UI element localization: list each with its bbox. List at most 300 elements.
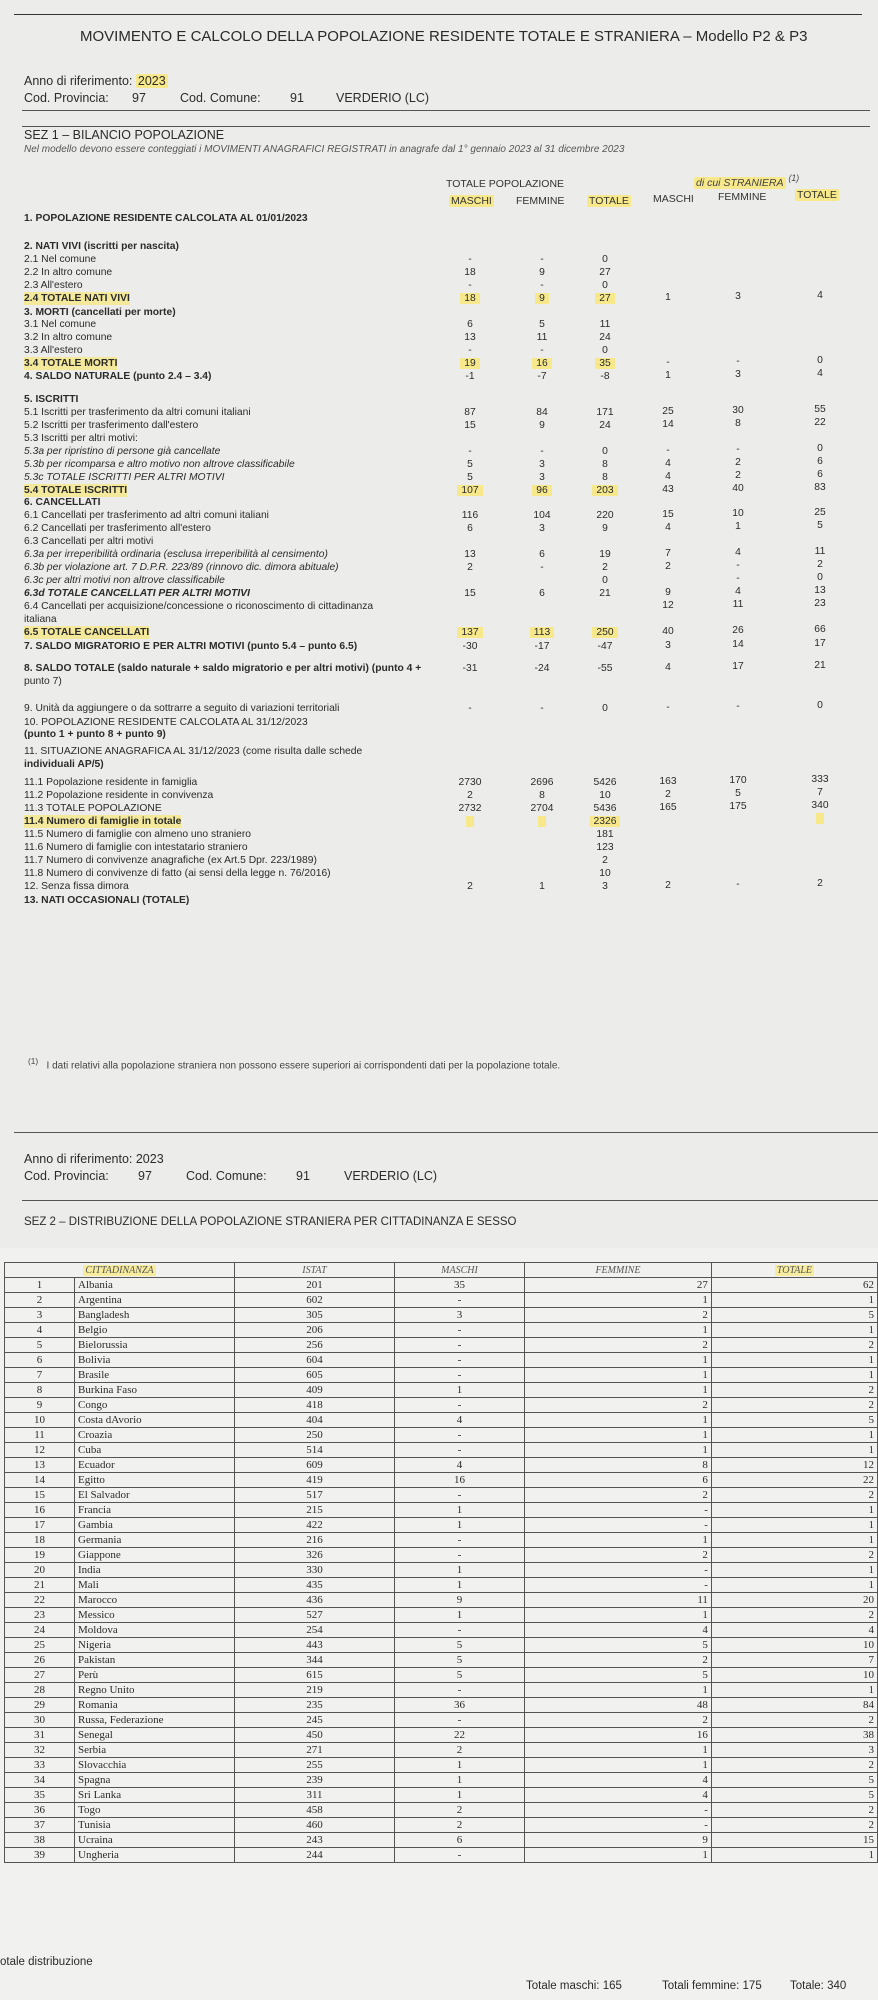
row-value: 87 bbox=[464, 407, 476, 418]
femmine-value: 27 bbox=[525, 1278, 712, 1293]
femmine-value: 16 bbox=[525, 1728, 712, 1743]
row-value: 137 bbox=[440, 626, 500, 639]
istat-code: 255 bbox=[235, 1758, 395, 1773]
table-row bbox=[5, 1623, 878, 1638]
femmine-value: - bbox=[525, 1578, 712, 1593]
row-label: 7. SALDO MIGRATORIO E PER ALTRI MOTIVI (punto 5.4 – punto 6.5) bbox=[24, 641, 358, 652]
row-label: 12. Senza fissa dimora bbox=[24, 881, 129, 892]
row-value: 2 bbox=[735, 470, 741, 481]
country-name: Ecuador bbox=[75, 1458, 235, 1473]
table-row bbox=[5, 1323, 878, 1338]
maschi-value: 3 bbox=[395, 1308, 525, 1323]
totale-value: 15 bbox=[711, 1833, 877, 1848]
country-name: Ungheria bbox=[75, 1848, 235, 1863]
bilancio-row bbox=[0, 815, 878, 828]
femmine-value: 1 bbox=[525, 1323, 712, 1338]
row-value: 6 bbox=[817, 456, 823, 467]
comune-value: 91 bbox=[290, 91, 304, 105]
row-value: 96 bbox=[512, 484, 572, 497]
table-row bbox=[5, 1413, 878, 1428]
row-value: 21 bbox=[599, 588, 611, 599]
row-value: -17 bbox=[534, 641, 550, 652]
rule bbox=[22, 1200, 878, 1201]
row-number: 25 bbox=[5, 1638, 75, 1653]
row-value: 5 bbox=[467, 459, 473, 470]
row-value: 8 bbox=[735, 418, 741, 429]
maschi-value: 1 bbox=[395, 1578, 525, 1593]
row-value: 1 bbox=[539, 881, 545, 892]
row-number: 37 bbox=[5, 1818, 75, 1833]
row-value: 23 bbox=[814, 598, 826, 609]
row-number: 2 bbox=[5, 1293, 75, 1308]
row-number: 34 bbox=[5, 1773, 75, 1788]
row-value: 9 bbox=[539, 420, 545, 431]
istat-code: 419 bbox=[235, 1473, 395, 1488]
totale-value: 20 bbox=[711, 1593, 877, 1608]
row-number: 36 bbox=[5, 1803, 75, 1818]
row-label: 11.8 Numero di convivenze di fatto (ai sensi della legge n. 76/2016) bbox=[24, 868, 331, 879]
row-value: 163 bbox=[659, 776, 677, 787]
row-value: 3 bbox=[539, 459, 545, 470]
row-number: 27 bbox=[5, 1668, 75, 1683]
row-value: 4 bbox=[665, 522, 671, 533]
femmine-value: 1 bbox=[525, 1443, 712, 1458]
maschi-value: 5 bbox=[395, 1638, 525, 1653]
istat-code: 216 bbox=[235, 1533, 395, 1548]
bilancio-row bbox=[0, 728, 878, 741]
maschi-value: - bbox=[395, 1293, 525, 1308]
row-value: 2696 bbox=[530, 777, 554, 788]
femmine-value: 11 bbox=[525, 1593, 712, 1608]
row-value: 5436 bbox=[593, 803, 617, 814]
totale-value: 2 bbox=[711, 1608, 877, 1623]
bilancio-row bbox=[0, 702, 878, 715]
row-value: - bbox=[736, 879, 740, 890]
istat-code: 243 bbox=[235, 1833, 395, 1848]
maschi-value: 1 bbox=[395, 1608, 525, 1623]
femmine-value: 1 bbox=[525, 1368, 712, 1383]
table-row bbox=[5, 1278, 878, 1293]
row-value: 14 bbox=[732, 639, 744, 650]
totale-value: 2 bbox=[711, 1383, 877, 1398]
row-label: 3. MORTI (cancellati per morte) bbox=[24, 307, 176, 318]
row-value: 19 bbox=[599, 549, 611, 560]
bilancio-row bbox=[0, 802, 878, 815]
country-name: Congo bbox=[75, 1398, 235, 1413]
row-number: 10 bbox=[5, 1413, 75, 1428]
row-value: -30 bbox=[462, 641, 478, 652]
row-number: 3 bbox=[5, 1308, 75, 1323]
row-value: 15 bbox=[464, 420, 476, 431]
section-1-note: Nel modello devono essere conteggiati i MOVIMENTI ANAGRAFICI REGISTRATI in anagrafe dal 1° gennaio 2023 al 31 dicembre 2023 bbox=[24, 144, 625, 155]
row-value: 11 bbox=[536, 332, 548, 343]
maschi-value: 16 bbox=[395, 1473, 525, 1488]
row-label: 6.3a per irreperibilità ordinaria (esclusa irreperibilità al censimento) bbox=[24, 549, 328, 560]
maschi-value: - bbox=[395, 1848, 525, 1863]
row-value: 4 bbox=[665, 471, 671, 482]
totale-value: 1 bbox=[711, 1428, 877, 1443]
country-name: Brasile bbox=[75, 1368, 235, 1383]
row-value: 0 bbox=[817, 443, 823, 454]
maschi-value: - bbox=[395, 1533, 525, 1548]
row-number: 6 bbox=[5, 1353, 75, 1368]
row-value: -24 bbox=[534, 663, 550, 674]
row-value: 2704 bbox=[530, 803, 554, 814]
row-value: 8 bbox=[602, 472, 608, 483]
row-value: -55 bbox=[597, 663, 613, 674]
row-value: 26 bbox=[732, 625, 744, 636]
totale-value: 38 bbox=[711, 1728, 877, 1743]
bilancio-row bbox=[0, 331, 878, 344]
istat-code: 235 bbox=[235, 1698, 395, 1713]
row-value: 0 bbox=[602, 345, 608, 356]
row-value: 175 bbox=[729, 801, 747, 812]
country-name: El Salvador bbox=[75, 1488, 235, 1503]
istat-code: 271 bbox=[235, 1743, 395, 1758]
row-value: - bbox=[736, 444, 740, 455]
col-femmine-straniera: FEMMINE bbox=[718, 191, 767, 203]
row-value: 18 bbox=[464, 267, 476, 278]
row-label: 11.2 Popolazione residente in convivenza bbox=[24, 790, 214, 801]
comune-label: Cod. Comune: bbox=[180, 91, 261, 105]
bilancio-row bbox=[0, 894, 878, 907]
country-name: Bangladesh bbox=[75, 1308, 235, 1323]
country-name: Pakistan bbox=[75, 1653, 235, 1668]
maschi-value: 1 bbox=[395, 1383, 525, 1398]
row-number: 20 bbox=[5, 1563, 75, 1578]
maschi-value: - bbox=[395, 1683, 525, 1698]
totale-value: 2 bbox=[711, 1548, 877, 1563]
provincia-label: Cod. Provincia: bbox=[24, 91, 109, 105]
totale-value: 1 bbox=[711, 1533, 877, 1548]
istat-code: 615 bbox=[235, 1668, 395, 1683]
femmine-value: - bbox=[525, 1518, 712, 1533]
femmine-value: 4 bbox=[525, 1788, 712, 1803]
comune-name: VERDERIO (LC) bbox=[336, 91, 430, 105]
row-label: 5. ISCRITTI bbox=[24, 394, 79, 405]
row-value: 2732 bbox=[458, 803, 482, 814]
row-label: 6.5 TOTALE CANCELLATI bbox=[24, 627, 150, 638]
row-value: 1 bbox=[665, 292, 671, 303]
istat-code: 602 bbox=[235, 1293, 395, 1308]
istat-code: 305 bbox=[235, 1308, 395, 1323]
row-value: 13 bbox=[814, 585, 826, 596]
row-label: 5.3b per ricomparsa e altro motivo non altrove classificabile bbox=[24, 459, 295, 470]
row-value: 3 bbox=[735, 291, 741, 302]
row-label: 5.3 Iscritti per altri motivi: bbox=[24, 433, 138, 444]
row-value: 4 bbox=[817, 290, 823, 301]
row-value: 25 bbox=[814, 507, 826, 518]
row-number: 17 bbox=[5, 1518, 75, 1533]
femmine-value: 1 bbox=[525, 1608, 712, 1623]
col-maschi: MASCHI bbox=[451, 195, 492, 207]
totale-value: 22 bbox=[711, 1473, 877, 1488]
bilancio-row bbox=[0, 600, 878, 613]
row-value: 2 bbox=[817, 878, 823, 889]
row-value: 10 bbox=[599, 790, 611, 801]
country-name: Argentina bbox=[75, 1293, 235, 1308]
country-name: Albania bbox=[75, 1278, 235, 1293]
row-value: 2 bbox=[467, 562, 473, 573]
row-value: 55 bbox=[814, 404, 826, 415]
table-row bbox=[5, 1518, 878, 1533]
row-value: 10 bbox=[599, 868, 611, 879]
row-value: 0 bbox=[602, 280, 608, 291]
table-row bbox=[5, 1353, 878, 1368]
row-value: 0 bbox=[602, 254, 608, 265]
row-label: 5.4 TOTALE ISCRITTI bbox=[24, 485, 128, 496]
istat-code: 404 bbox=[235, 1413, 395, 1428]
section-2-title: SEZ 2 – DISTRIBUZIONE DELLA POPOLAZIONE STRANIERA PER CITTADINANZA E SESSO bbox=[24, 1216, 517, 1228]
row-label: (punto 1 + punto 8 + punto 9) bbox=[24, 729, 166, 740]
row-value: 0 bbox=[602, 446, 608, 457]
comune-value-2: 91 bbox=[296, 1169, 310, 1183]
row-value: 16 bbox=[512, 357, 572, 370]
femmine-value: - bbox=[525, 1563, 712, 1578]
row-value: 35 bbox=[575, 357, 635, 370]
row-number: 13 bbox=[5, 1458, 75, 1473]
row-number: 12 bbox=[5, 1443, 75, 1458]
row-value: 9 bbox=[602, 523, 608, 534]
istat-code: 344 bbox=[235, 1653, 395, 1668]
table-row bbox=[5, 1713, 878, 1728]
bilancio-row bbox=[0, 745, 878, 758]
table-row bbox=[5, 1593, 878, 1608]
istat-code: 517 bbox=[235, 1488, 395, 1503]
maschi-value: 35 bbox=[395, 1278, 525, 1293]
istat-code: 514 bbox=[235, 1443, 395, 1458]
istat-code: 450 bbox=[235, 1728, 395, 1743]
totale-value: 2 bbox=[711, 1818, 877, 1833]
row-number: 15 bbox=[5, 1488, 75, 1503]
row-number: 5 bbox=[5, 1338, 75, 1353]
totale-value: 1 bbox=[711, 1443, 877, 1458]
row-label: 6.3b per violazione art. 7 D.P.R. 223/89 (rinnovo dic. dimora abituale) bbox=[24, 562, 339, 573]
row-label: 3.3 All'estero bbox=[24, 345, 83, 356]
femmine-value: 2 bbox=[525, 1488, 712, 1503]
row-value: 250 bbox=[575, 626, 635, 639]
country-name: Romania bbox=[75, 1698, 235, 1713]
row-value: 8 bbox=[539, 790, 545, 801]
table-row bbox=[5, 1683, 878, 1698]
totale-distribuzione-label: otale distribuzione bbox=[0, 1956, 93, 1968]
country-name: Tunisia bbox=[75, 1818, 235, 1833]
row-value: - bbox=[468, 446, 472, 457]
maschi-value: 1 bbox=[395, 1563, 525, 1578]
row-value: 9 bbox=[665, 587, 671, 598]
row-value: - bbox=[468, 280, 472, 291]
femmine-value: 1 bbox=[525, 1293, 712, 1308]
row-number: 11 bbox=[5, 1428, 75, 1443]
row-value: -1 bbox=[465, 371, 475, 382]
row-label: 2.3 All'estero bbox=[24, 280, 83, 291]
row-value: 3 bbox=[665, 640, 671, 651]
totale-value: 1 bbox=[711, 1563, 877, 1578]
footnote: $^{(1)}$ I dati relativi alla popolazione straniera non possono essere superiori ai corrispondenti dati per la popolazione totale. bbox=[28, 1056, 561, 1072]
row-value: 18 bbox=[440, 292, 500, 305]
row-value: - bbox=[540, 254, 544, 265]
totale-value: 10 bbox=[711, 1638, 877, 1653]
country-name: Russa, Federazione bbox=[75, 1713, 235, 1728]
maschi-value: 9 bbox=[395, 1593, 525, 1608]
row-value: 17 bbox=[814, 638, 826, 649]
country-name: Togo bbox=[75, 1803, 235, 1818]
row-value: 7 bbox=[665, 548, 671, 559]
row-value: - bbox=[666, 702, 670, 713]
femmine-value: 1 bbox=[525, 1413, 712, 1428]
istat-code: 609 bbox=[235, 1458, 395, 1473]
row-value: 0 bbox=[817, 355, 823, 366]
row-value: 2730 bbox=[458, 777, 482, 788]
istat-code: 330 bbox=[235, 1563, 395, 1578]
row-label: 6.2 Cancellati per trasferimento all'estero bbox=[24, 523, 211, 534]
row-value: - bbox=[540, 280, 544, 291]
row-number: 38 bbox=[5, 1833, 75, 1848]
row-number: 9 bbox=[5, 1398, 75, 1413]
row-label: 11.6 Numero di famiglie con intestatario straniero bbox=[24, 842, 248, 853]
country-name: Spagna bbox=[75, 1773, 235, 1788]
bilancio-row bbox=[0, 419, 878, 432]
totale-value: 1 bbox=[711, 1848, 877, 1863]
comune-label-2: Cod. Comune: bbox=[186, 1169, 267, 1183]
row-label: 2.1 Nel comune bbox=[24, 254, 97, 265]
bilancio-row bbox=[0, 662, 878, 675]
femmine-value: 5 bbox=[525, 1668, 712, 1683]
row-value: 0 bbox=[817, 572, 823, 583]
bilancio-row bbox=[0, 640, 878, 653]
bilancio-row bbox=[0, 370, 878, 383]
table-row bbox=[5, 1548, 878, 1563]
provincia-label-2: Cod. Provincia: bbox=[24, 1169, 109, 1183]
femmine-value: 4 bbox=[525, 1773, 712, 1788]
row-value: 123 bbox=[596, 842, 614, 853]
totale-maschi: Totale maschi: 165 bbox=[526, 1980, 622, 1992]
row-value: - bbox=[540, 446, 544, 457]
bilancio-row bbox=[0, 854, 878, 867]
row-value: 4 bbox=[735, 547, 741, 558]
country-name: Slovacchia bbox=[75, 1758, 235, 1773]
row-value: 4 bbox=[665, 458, 671, 469]
row-value: 6 bbox=[467, 523, 473, 534]
table-row bbox=[5, 1848, 878, 1863]
femmine-value: 1 bbox=[525, 1848, 712, 1863]
istat-code: 458 bbox=[235, 1803, 395, 1818]
totali-femmine: Totali femmine: 175 bbox=[662, 1980, 762, 1992]
row-value: - bbox=[736, 573, 740, 584]
row-value: -7 bbox=[537, 371, 547, 382]
table-row bbox=[5, 1383, 878, 1398]
femmine-value: - bbox=[525, 1503, 712, 1518]
totale-value: 1 bbox=[711, 1518, 877, 1533]
row-value bbox=[512, 815, 572, 828]
row-value: - bbox=[468, 703, 472, 714]
row-value: - bbox=[468, 345, 472, 356]
country-name: Gambia bbox=[75, 1518, 235, 1533]
row-value: 27 bbox=[599, 267, 611, 278]
maschi-value: 2 bbox=[395, 1818, 525, 1833]
row-value: 40 bbox=[732, 483, 744, 494]
country-name: Bielorussia bbox=[75, 1338, 235, 1353]
bilancio-row bbox=[0, 266, 878, 279]
istat-code: 409 bbox=[235, 1383, 395, 1398]
anno-riferimento bbox=[24, 74, 168, 88]
table-row bbox=[5, 1473, 878, 1488]
row-value: 14 bbox=[662, 419, 674, 430]
country-name: Ucraina bbox=[75, 1833, 235, 1848]
maschi-value: - bbox=[395, 1338, 525, 1353]
maschi-value: 2 bbox=[395, 1743, 525, 1758]
row-value: 2 bbox=[665, 789, 671, 800]
bilancio-row bbox=[0, 292, 878, 305]
totale-value: 1 bbox=[711, 1293, 877, 1308]
country-name: Belgio bbox=[75, 1323, 235, 1338]
country-name: Giappone bbox=[75, 1548, 235, 1563]
table-body bbox=[5, 1278, 878, 1863]
row-value: 43 bbox=[662, 484, 674, 495]
country-name: Perù bbox=[75, 1668, 235, 1683]
row-number: 19 bbox=[5, 1548, 75, 1563]
th-istat: ISTAT bbox=[235, 1263, 395, 1278]
row-value: 165 bbox=[659, 802, 677, 813]
row-value: 2 bbox=[467, 881, 473, 892]
totale-value: 10 bbox=[711, 1668, 877, 1683]
anno-riferimento-2: Anno di riferimento: 2023 bbox=[24, 1152, 164, 1166]
row-value: -47 bbox=[597, 641, 613, 652]
table-row bbox=[5, 1443, 878, 1458]
row-value: 6 bbox=[539, 549, 545, 560]
top-rule bbox=[14, 14, 862, 15]
row-value: 3 bbox=[539, 523, 545, 534]
maschi-value: 1 bbox=[395, 1518, 525, 1533]
row-value: - bbox=[666, 445, 670, 456]
istat-code: 418 bbox=[235, 1398, 395, 1413]
istat-code: 435 bbox=[235, 1578, 395, 1593]
table-row bbox=[5, 1578, 878, 1593]
th-cittadinanza: CITTADINANZA bbox=[5, 1263, 235, 1278]
totale-value: 2 bbox=[711, 1398, 877, 1413]
bilancio-row bbox=[0, 253, 878, 266]
row-value: 3 bbox=[602, 881, 608, 892]
row-label: 6.4 Cancellati per acquisizione/concessione o riconoscimento di cittadinanza bbox=[24, 601, 374, 612]
maschi-value: 1 bbox=[395, 1503, 525, 1518]
row-label: 5.3a per ripristino di persone già cancellate bbox=[24, 446, 221, 457]
row-value: 5 bbox=[539, 319, 545, 330]
country-name: Senegal bbox=[75, 1728, 235, 1743]
row-label: 6.3c per altri motivi non altrove classificabile bbox=[24, 575, 225, 586]
istat-code: 201 bbox=[235, 1278, 395, 1293]
istat-code: 215 bbox=[235, 1503, 395, 1518]
table-row bbox=[5, 1818, 878, 1833]
table-row bbox=[5, 1293, 878, 1308]
row-value: 104 bbox=[533, 510, 551, 521]
totale-value: 2 bbox=[711, 1488, 877, 1503]
row-number: 29 bbox=[5, 1698, 75, 1713]
maschi-value: - bbox=[395, 1428, 525, 1443]
bilancio-row bbox=[0, 758, 878, 771]
row-label: 6. CANCELLATI bbox=[24, 497, 101, 508]
sheet-section-2 bbox=[0, 1248, 878, 2000]
istat-code: 443 bbox=[235, 1638, 395, 1653]
row-value: -31 bbox=[462, 663, 478, 674]
row-value: 0 bbox=[817, 700, 823, 711]
row-label: 11.7 Numero di convivenze anagrafiche (ex Art.5 Dpr. 223/1989) bbox=[24, 855, 317, 866]
bilancio-row bbox=[0, 880, 878, 893]
row-value: 2 bbox=[665, 880, 671, 891]
country-name: Burkina Faso bbox=[75, 1383, 235, 1398]
row-number: 21 bbox=[5, 1578, 75, 1593]
col-totale: TOTALE bbox=[589, 195, 629, 207]
bilancio-row bbox=[0, 522, 878, 535]
